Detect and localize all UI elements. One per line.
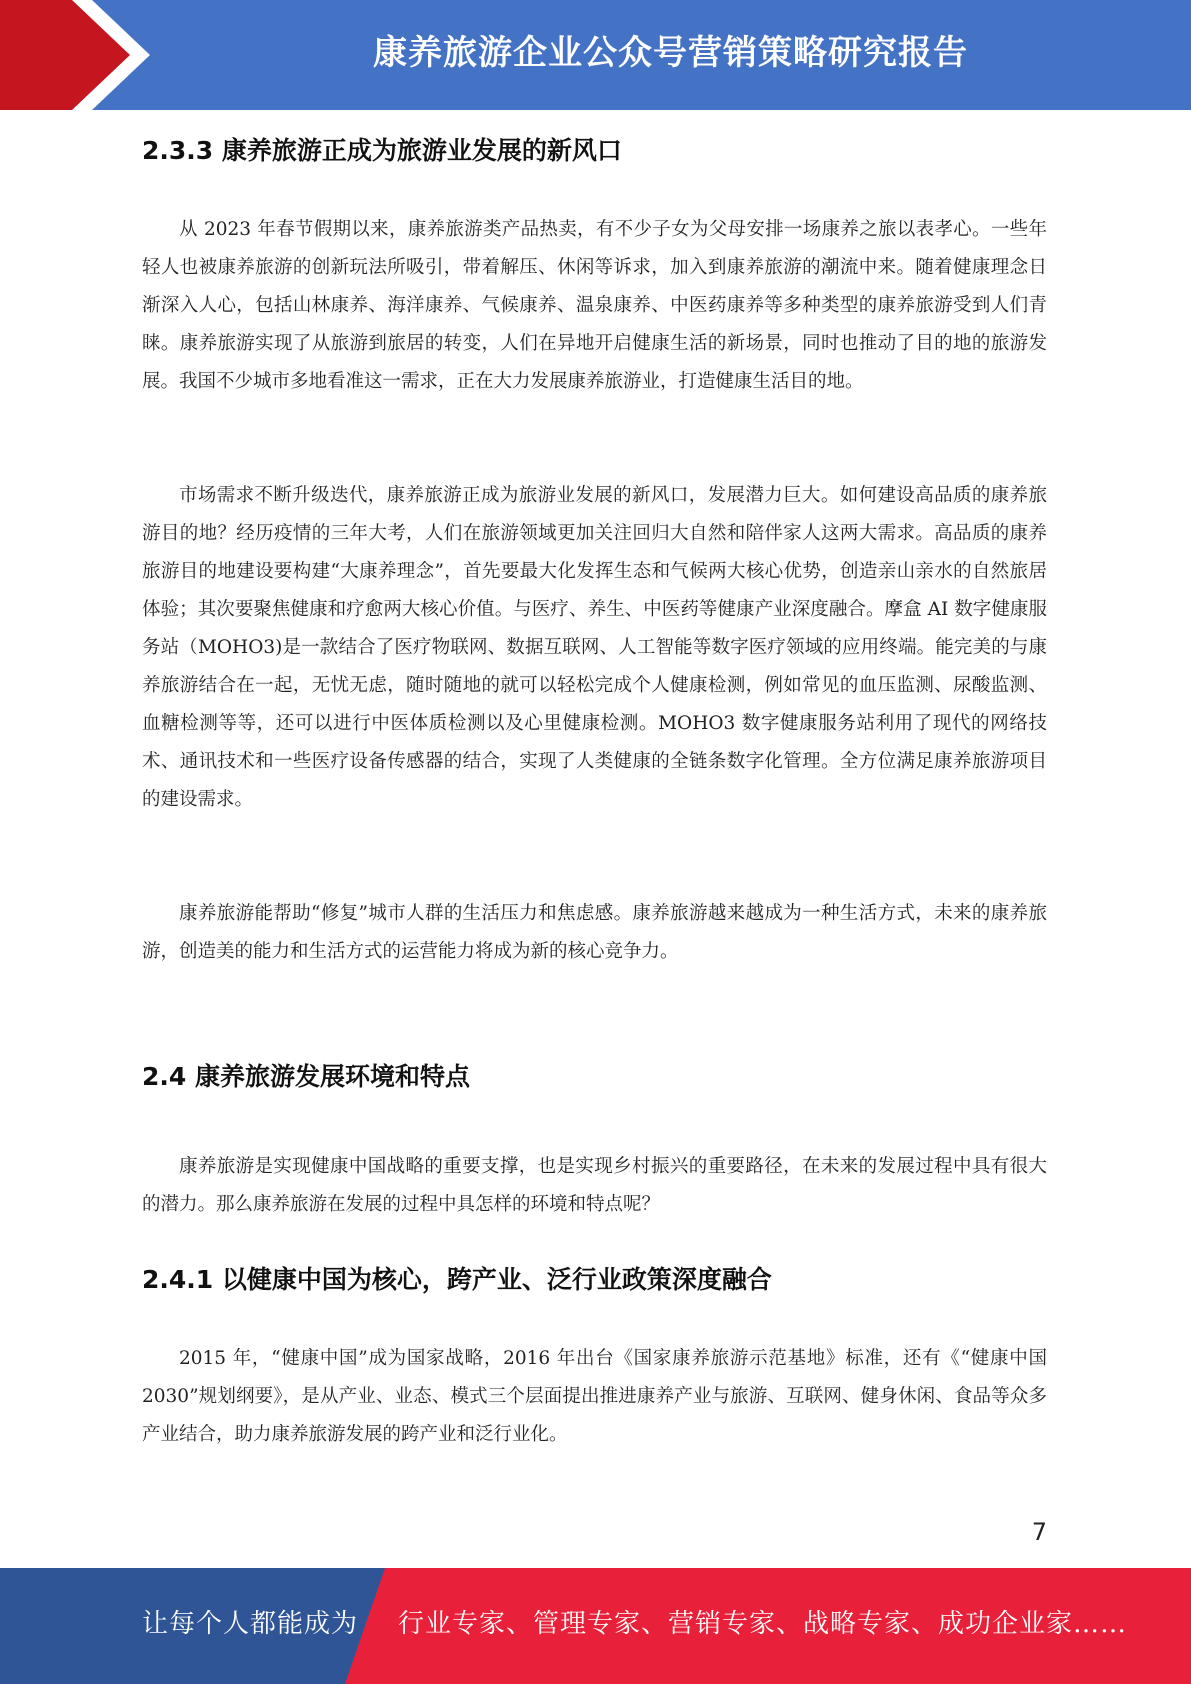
- page-header: [0, 0, 1191, 110]
- paragraph: 从 2023 年春节假期以来，康养旅游类产品热卖，有不少子女为父母安排一场康养之旅以表孝心。一些年轻人也被康养旅游的创新玩法所吸引，带着解压、休闲等诉求，加入到康养旅游的潮流中来。随着健康理念日渐深入人心，包括山林康养、海洋康养、气候康养、温泉康养、中医药康养等多种类型的康养旅游受到人们青睐。康养旅游实现了从旅游到旅居的转变，人们在异地开启健康生活的新场景，同时也推动了目的地的旅游发展。我国不少城市多地看准这一需求，正在大力发展康养旅游业，打造健康生活目的地。: [142, 219, 1047, 392]
- page-footer: [0, 1568, 1191, 1684]
- footer-slogan-right: 行业专家、管理专家、营销专家、战略专家、成功企业家……: [398, 1609, 1128, 1639]
- paragraph: 市场需求不断升级迭代，康养旅游正成为旅游业发展的新风口，发展潜力巨大。如何建设高品质的康养旅游目的地？经历疫情的三年大考，人们在旅游领域更加关注回归大自然和陪伴家人这两大需求。高品质的康养旅游目的地建设要构建“大康养理念”，首先要最大化发挥生态和气候两大核心优势，创造亲山亲水的自然旅居体验；其次要聚焦健康和疗愈两大核心价值。与医疗、养生、中医药等健康产业深度融合。摩盒 AI 数字健康服务站（MOHO3)是一款结合了医疗物联网、数据互联网、人工智能等数字医疗领域的应用终端。能完美的与康养旅游结合在一起，无忧无虑，随时随地的就可以轻松完成个人健康检测，例如常见的血压监测、尿酸监测、血糖检测等等，还可以进行中医体质检测以及心里健康检测。MOHO3 数字健康服务站利用了现代的网络技术、通讯技术和一些医疗设备传感器的结合，实现了人类健康的全链条数字化管理。全方位满足康养旅游项目的建设需求。: [142, 485, 1047, 810]
- paragraph: 康养旅游是实现健康中国战略的重要支撑，也是实现乡村振兴的重要路径，在未来的发展过程中具有很大的潜力。那么康养旅游在发展的过程中具怎样的环境和特点呢？: [142, 1156, 1047, 1215]
- section-heading-2-3-3: 2.3.3 康养旅游正成为旅游业发展的新风口: [142, 136, 622, 165]
- page-number: 7: [1031, 1518, 1047, 1546]
- section-heading-2-4: 2.4 康养旅游发展环境和特点: [142, 1062, 470, 1091]
- paragraph: 康养旅游能帮助“修复”城市人群的生活压力和焦虑感。康养旅游越来越成为一种生活方式，未来的康养旅游，创造美的能力和生活方式的运营能力将成为新的核心竞争力。: [142, 903, 1047, 962]
- section-heading-2-4-1: 2.4.1 以健康中国为核心，跨产业、泛行业政策深度融合: [142, 1265, 772, 1294]
- header-title: 康养旅游企业公众号营销策略研究报告: [373, 33, 968, 73]
- paragraph: 2015 年，“健康中国”成为国家战略，2016 年出台《国家康养旅游示范基地》标准，还有《“健康中国 2030”规划纲要》，是从产业、业态、模式三个层面提出推进康养产业与旅游、互联网、健身休闲、食品等众多产业结合，助力康养旅游发展的跨产业和泛行业化。: [142, 1348, 1047, 1445]
- footer-slogan-left: 让每个人都能成为: [142, 1609, 359, 1639]
